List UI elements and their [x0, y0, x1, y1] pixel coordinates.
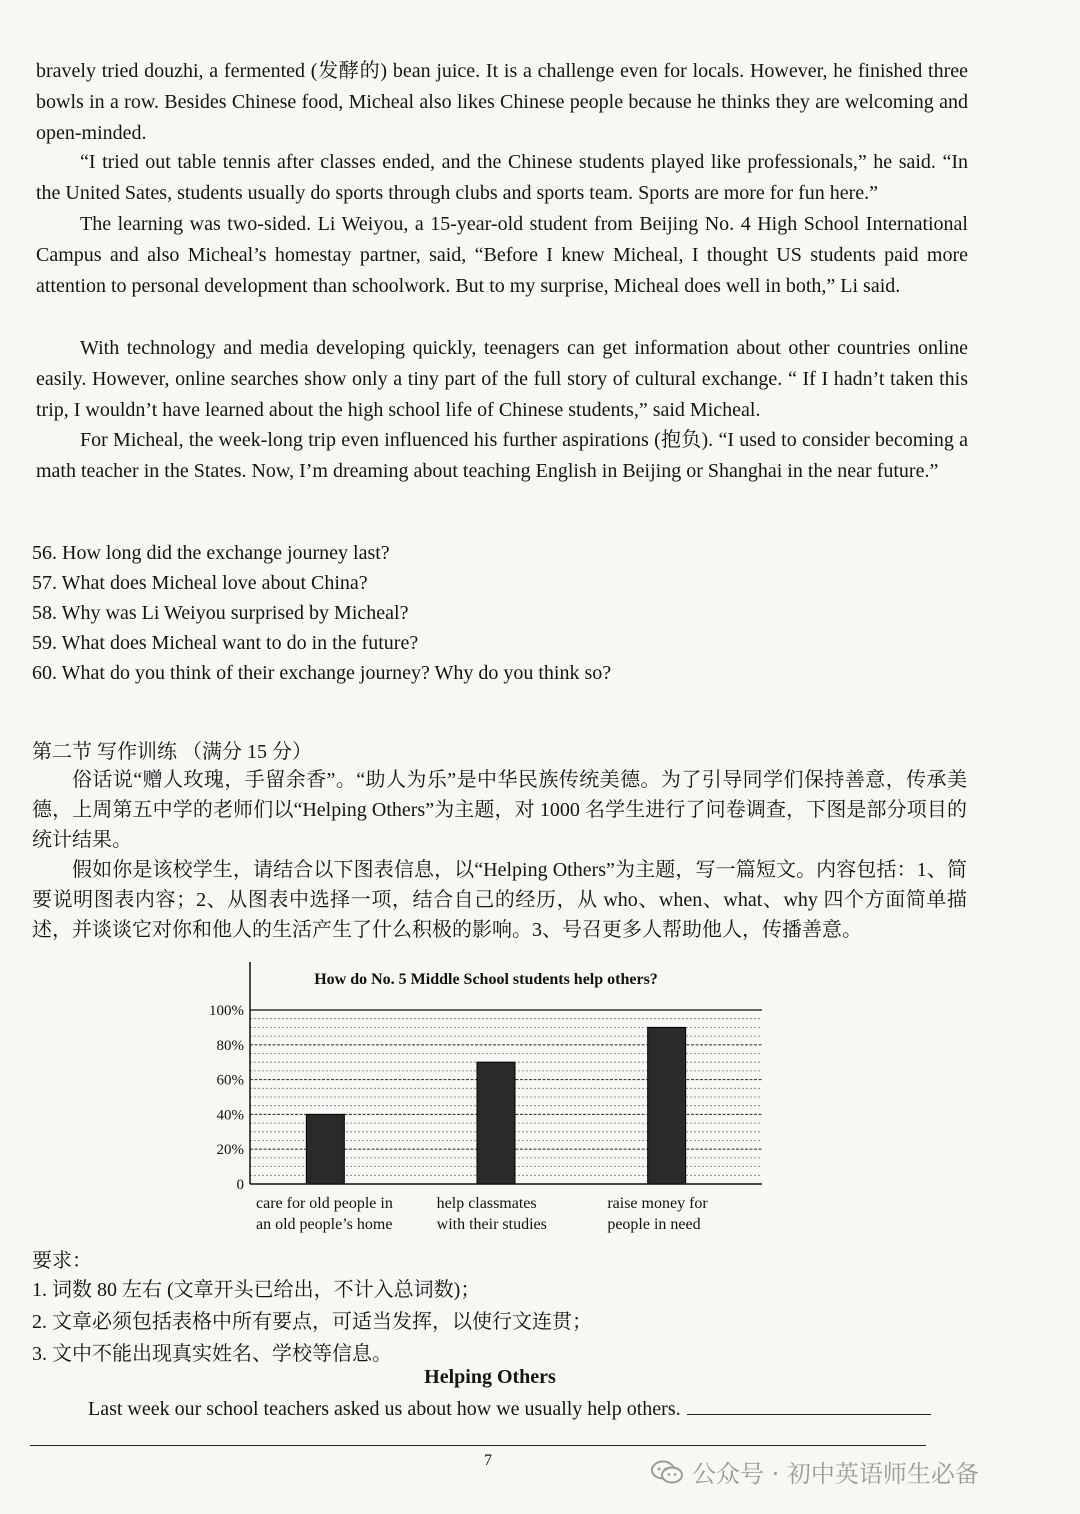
essay-start-line [88, 1396, 931, 1421]
writing-task: 假如你是该校学生，请结合以下图表信息，以“Helping Others”为主题，写一篇短文。内容包括：1、简要说明图表内容；2、从图表中选择一项，结合自己的经历，从 who、when、what、why 四个方面简单描述，并谈谈它对你和他人的生活产生了什么积极的影响。3、号召更多人帮助他人，传播善意。 [32, 859, 967, 941]
passage-paragraph-3: The learning was two-sided. Li Weiyou, a 15-year-old student from Beijing No. 4 High School International Campus and also Micheal’s homestay partner, said, “Before I knew Micheal, I thought US students paid more attention to personal development than schoolwork. But to my surprise, Micheal does well in both,” Li said. [36, 213, 968, 297]
requirement-1: 1. 词数 80 左右 (文章开头已给出，不计入总词数)； [32, 1279, 481, 1301]
question-57: 57. What does Micheal love about China? [32, 572, 368, 594]
requirements-title: 要求： [32, 1250, 92, 1272]
y-tick-label: 60% [216, 1072, 244, 1089]
passage-paragraph-4: With technology and media developing quickly, teenagers can get information about other countries online easily. However, online searches show only a tiny part of the full story of cultural exchange. “ If I hadn’t taken this trip, I wouldn’t have learned about the high school life of Chinese students,” said Micheal. [36, 337, 968, 421]
category-label: an old people’s home [256, 1216, 393, 1233]
passage-paragraph-1: bravely tried douzhi, a fermented (发酵的) bean juice. It is a challenge even for locals. However, he finished three bowls in a row. Besides Chinese food, Micheal also likes Chinese people because he thinks they are welcoming and open-minded. [36, 60, 968, 144]
passage-paragraph-2: “I tried out table tennis after classes ended, and the Chinese students played like professionals,” he said. “In the United Sates, students usually do sports through clubs and sports team. Sports are more for fun here.” [36, 151, 968, 204]
chart-category-labels [256, 1195, 708, 1233]
bar [306, 1114, 344, 1184]
essay-title: Helping Others [424, 1366, 556, 1388]
wechat-icon [650, 1460, 684, 1484]
bar [648, 1027, 686, 1184]
category-label: care for old people in [256, 1195, 393, 1212]
requirement-3: 3. 文中不能出现真实姓名、学校等信息。 [32, 1343, 392, 1365]
y-tick-label: 40% [216, 1107, 244, 1124]
category-label: help classmates [436, 1195, 537, 1212]
y-tick-label: 80% [216, 1037, 244, 1054]
question-58: 58. Why was Li Weiyou surprised by Micheal? [32, 602, 409, 624]
chart-title: How do No. 5 Middle School students help others? [314, 971, 658, 988]
chart-y-ticks [209, 1003, 244, 1193]
answer-line[interactable] [30, 1445, 926, 1446]
requirement-2: 2. 文章必须包括表格中所有要点，可适当发挥，以使行文连贯； [32, 1311, 592, 1333]
essay-start-text: Last week our school teachers asked us about how we usually help others. [88, 1398, 681, 1420]
y-tick-label: 20% [216, 1142, 244, 1159]
question-56: 56. How long did the exchange journey last? [32, 542, 390, 564]
passage-paragraph-5: For Micheal, the week-long trip even influenced his further aspirations (抱负). “I used to consider becoming a math teacher in the States. Now, I’m dreaming about teaching English in Beijing or Shanghai in the near future.” [36, 429, 968, 482]
section-title: 第二节 写作训练 （满分 15 分） [32, 741, 312, 763]
answer-blank[interactable] [687, 1396, 931, 1415]
question-59: 59. What does Micheal want to do in the future? [32, 632, 419, 654]
bar-chart [196, 958, 776, 1240]
question-60: 60. What do you think of their exchange journey? Why do you think so? [32, 662, 612, 684]
writing-intro: 俗话说“赠人玫瑰，手留余香”。“助人为乐”是中华民族传统美德。为了引导同学们保持善意，传承美德，上周第五中学的老师们以“Helping Others”为主题，对 1000 名学生进行了问卷调查，下图是部分项目的统计结果。 [32, 769, 967, 851]
watermark [650, 1454, 979, 1489]
bar [477, 1062, 515, 1184]
watermark-text: 公众号 · 初中英语师生必备 [692, 1460, 979, 1488]
requirements-list [32, 1274, 592, 1370]
question-list [32, 538, 611, 688]
page-number: 7 [484, 1452, 492, 1469]
y-tick-label: 0 [236, 1177, 244, 1193]
category-label: with their studies [436, 1216, 547, 1233]
category-label: raise money for [607, 1195, 708, 1212]
y-tick-label: 100% [209, 1003, 244, 1019]
category-label: people in need [607, 1216, 701, 1233]
